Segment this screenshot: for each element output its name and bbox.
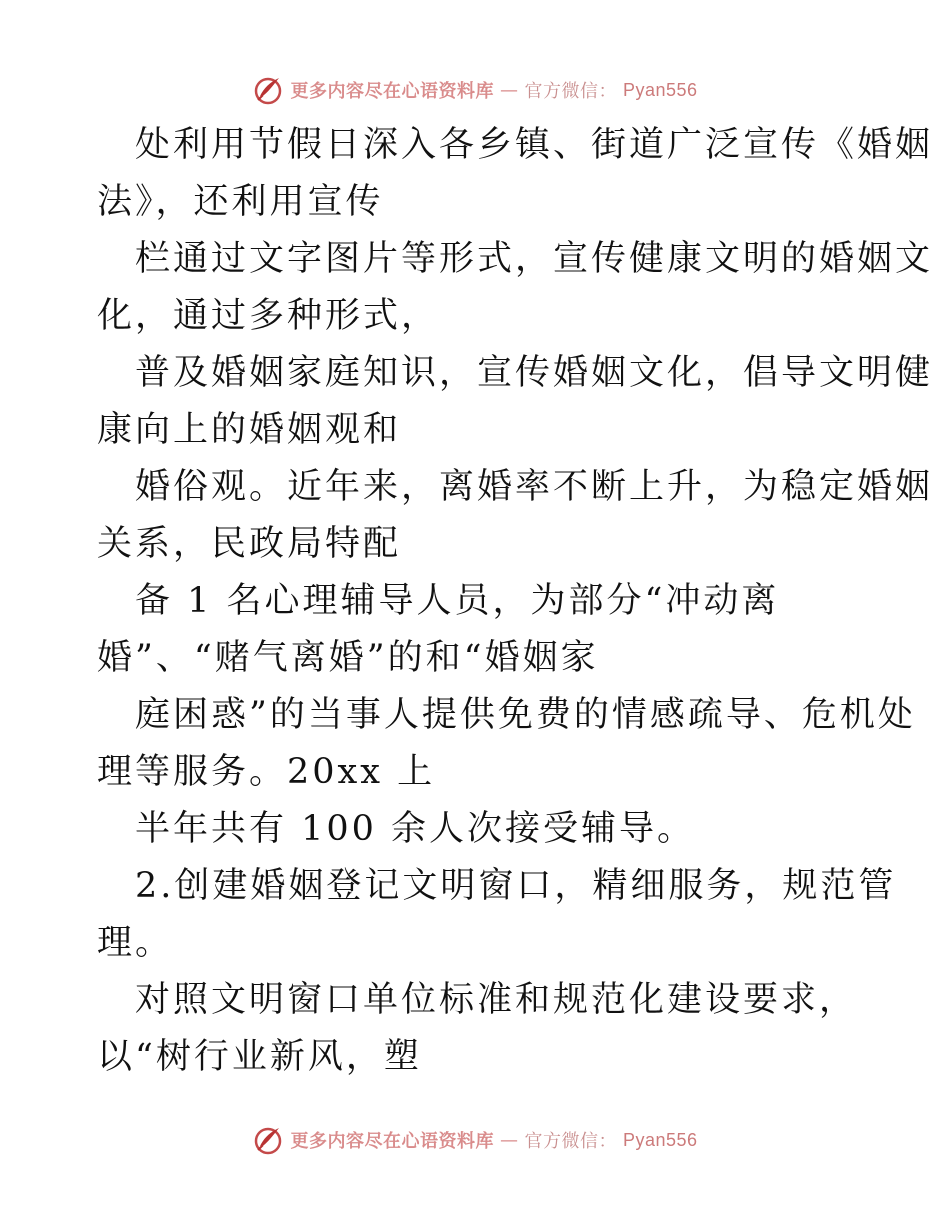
text-line: 化，通过多种形式， xyxy=(97,296,440,336)
text-line: 半年共有 100 余人次接受辅导。 xyxy=(135,809,696,849)
text-line: 康向上的婚姻观和 xyxy=(97,410,402,450)
quill-logo-icon xyxy=(252,1124,284,1156)
text-line: 婚俗观。近年来，离婚率不断上升，为稳定婚姻 xyxy=(135,467,934,507)
text-line: 以“树行业新风，塑 xyxy=(97,1037,422,1077)
text-line: 2.创建婚姻登记文明窗口，精细服务，规范管 xyxy=(135,866,897,906)
text-line: 法》，还利用宣传 xyxy=(97,182,384,222)
footer-banner xyxy=(252,1124,697,1156)
header-wechat-id: Pyan556 xyxy=(622,79,698,100)
text-line: 庭困惑”的当事人提供免费的情感疏导、危机处 xyxy=(135,695,916,735)
footer-brand-text: 更多内容尽在心语资料库 xyxy=(290,1131,494,1152)
text-line: 普及婚姻家庭知识，宣传婚姻文化，倡导文明健 xyxy=(135,353,934,393)
text-line: 关系，民政局特配 xyxy=(97,524,402,564)
page-header xyxy=(0,70,950,110)
footer-wechat-id: Pyan556 xyxy=(622,1129,698,1150)
text-line: 理。 xyxy=(97,923,174,963)
text-line: 理等服务。20xx 上 xyxy=(97,752,436,792)
header-brand-text: 更多内容尽在心语资料库 xyxy=(290,81,494,102)
document-body xyxy=(97,117,934,1086)
text-line: 婚”、“赌气离婚”的和“婚姻家 xyxy=(97,638,599,678)
header-banner xyxy=(252,74,697,106)
footer-separator: — xyxy=(499,1129,519,1151)
quill-logo-icon xyxy=(252,74,284,106)
text-line: 对照文明窗口单位标准和规范化建设要求， xyxy=(135,980,858,1020)
footer-official-label: 官方微信： xyxy=(524,1131,617,1152)
page-footer xyxy=(0,1120,950,1160)
header-official-label: 官方微信： xyxy=(524,81,617,102)
text-line: 栏通过文字图片等形式，宣传健康文明的婚姻文 xyxy=(135,239,934,279)
text-line: 处利用节假日深入各乡镇、街道广泛宣传《婚姻 xyxy=(135,125,934,165)
header-separator: — xyxy=(499,79,519,101)
text-line: 备 1 名心理辅导人员，为部分“冲动离 xyxy=(135,581,780,621)
